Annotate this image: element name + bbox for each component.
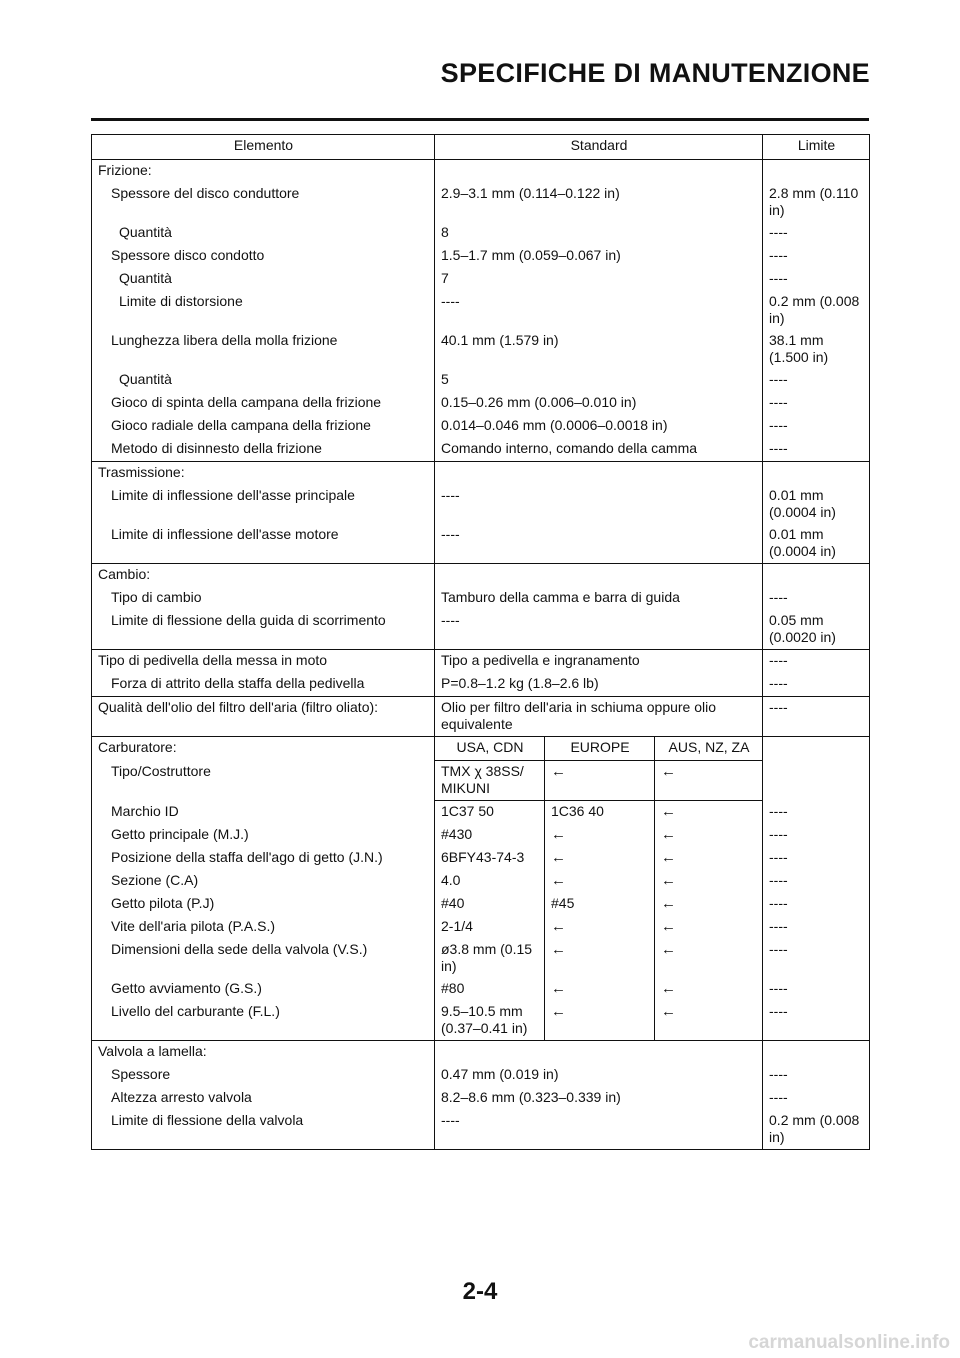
table-row	[92, 330, 870, 369]
limit-cell: ----	[763, 824, 870, 847]
value-usa-cell: 2-1/4	[435, 916, 545, 939]
section-trasmissione	[92, 462, 870, 486]
section-carburatore	[92, 737, 870, 761]
standard-cell: 0.15–0.26 mm (0.006–0.010 in)	[435, 392, 763, 415]
section-olio	[92, 697, 870, 737]
value-europe-cell: ←	[545, 978, 655, 1001]
value-aus-cell: ←	[655, 824, 763, 847]
page-number: 2-4	[462, 1278, 498, 1305]
standard-cell: ----	[435, 485, 763, 524]
limit-cell: ----	[763, 415, 870, 438]
standard-cell: 7	[435, 268, 763, 291]
item-cell: Limite di flessione della guida di scorrimento	[92, 610, 435, 650]
value-aus-cell: ←	[655, 978, 763, 1001]
limit-cell: 0.05 mm (0.0020 in)	[763, 610, 870, 650]
standard-cell: 1.5–1.7 mm (0.059–0.067 in)	[435, 245, 763, 268]
table-row	[92, 824, 870, 847]
item-cell: Limite di distorsione	[92, 291, 435, 330]
section-label: Frizione:	[92, 160, 435, 184]
value-europe-cell: ←	[545, 916, 655, 939]
limit-cell: 38.1 mm (1.500 in)	[763, 330, 870, 369]
item-cell: Quantità	[92, 369, 435, 392]
item-cell: Dimensioni della sede della valvola (V.S.)	[92, 939, 435, 978]
standard-cell: Olio per filtro dell'aria in schiuma oppure olio equivalente	[435, 697, 763, 737]
value-aus-cell: ←	[655, 870, 763, 893]
section-valvola	[92, 1041, 870, 1065]
item-cell: Lunghezza libera della molla frizione	[92, 330, 435, 369]
standard-cell: 0.014–0.046 mm (0.0006–0.0018 in)	[435, 415, 763, 438]
table-row	[92, 183, 870, 222]
table-row	[92, 978, 870, 1001]
value-europe-cell: ←	[545, 939, 655, 978]
item-cell: Marchio ID	[92, 801, 435, 825]
item-cell: Altezza arresto valvola	[92, 1087, 435, 1110]
table-row	[92, 392, 870, 415]
limit-cell: ----	[763, 939, 870, 978]
item-cell: Quantità	[92, 222, 435, 245]
limit-cell: ----	[763, 893, 870, 916]
value-aus-cell: ←	[655, 1001, 763, 1041]
limit-cell: 0.2 mm (0.008 in)	[763, 291, 870, 330]
limit-cell: ----	[763, 978, 870, 1001]
item-cell: Limite di flessione della valvola	[92, 1110, 435, 1150]
section-label: Trasmissione:	[92, 462, 435, 486]
table-row	[92, 847, 870, 870]
standard-cell: 8	[435, 222, 763, 245]
table-row	[92, 268, 870, 291]
value-aus-cell: ←	[655, 761, 763, 801]
table-row	[92, 1087, 870, 1110]
limit-cell: ----	[763, 392, 870, 415]
limit-cell: ----	[763, 268, 870, 291]
table-row	[92, 438, 870, 462]
item-cell: Sezione (C.A)	[92, 870, 435, 893]
item-cell: Tipo di cambio	[92, 587, 435, 610]
limit-cell: ----	[763, 1064, 870, 1087]
standard-cell: Comando interno, comando della camma	[435, 438, 763, 462]
value-usa-cell: 1C37 50	[435, 801, 545, 825]
limit-cell: ----	[763, 870, 870, 893]
item-cell: Tipo di pedivella della messa in moto	[92, 650, 435, 674]
value-usa-cell: #40	[435, 893, 545, 916]
standard-cell: ----	[435, 1110, 763, 1150]
limit-cell: ----	[763, 847, 870, 870]
item-cell: Limite di inflessione dell'asse principale	[92, 485, 435, 524]
item-cell: Spessore del disco conduttore	[92, 183, 435, 222]
value-europe-cell: 1C36 40	[545, 801, 655, 825]
table-row	[92, 369, 870, 392]
table-row	[92, 939, 870, 978]
value-aus-cell: ←	[655, 916, 763, 939]
item-cell: Vite dell'aria pilota (P.A.S.)	[92, 916, 435, 939]
limit-cell: ----	[763, 369, 870, 392]
item-cell: Getto pilota (P.J)	[92, 893, 435, 916]
limit-cell: ----	[763, 673, 870, 697]
table-row	[92, 415, 870, 438]
value-usa-cell: 6BFY43-74-3	[435, 847, 545, 870]
value-usa-cell: #80	[435, 978, 545, 1001]
value-usa-cell: ø3.8 mm (0.15 in)	[435, 939, 545, 978]
value-europe-cell: ←	[545, 847, 655, 870]
limit-cell: ----	[763, 650, 870, 674]
limit-cell: 0.01 mm (0.0004 in)	[763, 524, 870, 564]
value-usa-cell: 9.5–10.5 mm (0.37–0.41 in)	[435, 1001, 545, 1041]
table-row	[92, 916, 870, 939]
table-header-row	[92, 135, 870, 160]
section-cambio	[92, 564, 870, 588]
standard-cell: 0.47 mm (0.019 in)	[435, 1064, 763, 1087]
item-cell: Gioco radiale della campana della frizione	[92, 415, 435, 438]
table-row	[92, 893, 870, 916]
specifications-table	[91, 134, 870, 1150]
table-row	[92, 870, 870, 893]
item-cell: Forza di attrito della staffa della pedivella	[92, 673, 435, 697]
value-aus-cell: ←	[655, 893, 763, 916]
value-aus-cell: ←	[655, 801, 763, 825]
title-rule	[91, 118, 869, 121]
value-europe-cell: ←	[545, 1001, 655, 1041]
limit-cell: ----	[763, 1001, 870, 1041]
section-pedivella	[92, 650, 870, 674]
item-cell: Spessore disco condotto	[92, 245, 435, 268]
value-usa-cell: #430	[435, 824, 545, 847]
item-cell: Getto avviamento (G.S.)	[92, 978, 435, 1001]
value-europe-cell: ←	[545, 761, 655, 801]
value-aus-cell: ←	[655, 939, 763, 978]
table-row	[92, 1110, 870, 1150]
limit-cell: 0.01 mm (0.0004 in)	[763, 485, 870, 524]
value-aus-cell: ←	[655, 847, 763, 870]
item-cell: Gioco di spinta della campana della frizione	[92, 392, 435, 415]
section-label: Valvola a lamella:	[92, 1041, 435, 1065]
item-cell: Quantità	[92, 268, 435, 291]
item-cell: Qualità dell'olio del filtro dell'aria (filtro oliato):	[92, 697, 435, 737]
table-row	[92, 610, 870, 650]
standard-cell: 8.2–8.6 mm (0.323–0.339 in)	[435, 1087, 763, 1110]
limit-cell: 0.2 mm (0.008 in)	[763, 1110, 870, 1150]
standard-cell: 2.9–3.1 mm (0.114–0.122 in)	[435, 183, 763, 222]
item-cell: Metodo di disinnesto della frizione	[92, 438, 435, 462]
table-row	[92, 587, 870, 610]
limit-cell: 2.8 mm (0.110 in)	[763, 183, 870, 222]
standard-cell: ----	[435, 610, 763, 650]
header-limite: Limite	[763, 135, 870, 160]
region-header-aus: AUS, NZ, ZA	[655, 737, 763, 761]
value-usa-cell: 4.0	[435, 870, 545, 893]
standard-cell: P=0.8–1.2 kg (1.8–2.6 lb)	[435, 673, 763, 697]
value-europe-cell: ←	[545, 824, 655, 847]
region-header-europe: EUROPE	[545, 737, 655, 761]
table-row	[92, 524, 870, 564]
region-header-usa: USA, CDN	[435, 737, 545, 761]
table-row	[92, 291, 870, 330]
section-label: Cambio:	[92, 564, 435, 588]
table-row	[92, 801, 870, 825]
table-row	[92, 1001, 870, 1041]
standard-cell: 40.1 mm (1.579 in)	[435, 330, 763, 369]
standard-cell: Tipo a pedivella e ingranamento	[435, 650, 763, 674]
table-row	[92, 673, 870, 697]
standard-cell: ----	[435, 524, 763, 564]
limit-cell: ----	[763, 916, 870, 939]
limit-cell	[763, 761, 870, 801]
page-title: SPECIFICHE DI MANUTENZIONE	[440, 58, 870, 88]
item-cell: Limite di inflessione dell'asse motore	[92, 524, 435, 564]
limit-cell: ----	[763, 438, 870, 462]
value-europe-cell: #45	[545, 893, 655, 916]
item-cell: Tipo/Costruttore	[92, 761, 435, 801]
section-label: Carburatore:	[92, 737, 435, 761]
section-frizione	[92, 160, 870, 184]
limit-cell: ----	[763, 697, 870, 737]
table-row	[92, 485, 870, 524]
limit-cell: ----	[763, 801, 870, 825]
item-cell: Getto principale (M.J.)	[92, 824, 435, 847]
limit-cell: ----	[763, 222, 870, 245]
value-europe-cell: ←	[545, 870, 655, 893]
limit-cell: ----	[763, 1087, 870, 1110]
header-elemento: Elemento	[92, 135, 435, 160]
standard-cell: 5	[435, 369, 763, 392]
item-cell: Livello del carburante (F.L.)	[92, 1001, 435, 1041]
value-usa-cell: TMX χ 38SS/ MIKUNI	[435, 761, 545, 801]
item-cell: Spessore	[92, 1064, 435, 1087]
table-row	[92, 1064, 870, 1087]
standard-cell: ----	[435, 291, 763, 330]
item-cell: Posizione della staffa dell'ago di getto (J.N.)	[92, 847, 435, 870]
standard-cell: Tamburo della camma e barra di guida	[435, 587, 763, 610]
header-standard: Standard	[435, 135, 763, 160]
limit-cell: ----	[763, 245, 870, 268]
watermark: carmanualsonline.info	[748, 1332, 950, 1353]
table-row	[92, 761, 870, 801]
table-row	[92, 222, 870, 245]
table-row	[92, 245, 870, 268]
limit-cell: ----	[763, 587, 870, 610]
